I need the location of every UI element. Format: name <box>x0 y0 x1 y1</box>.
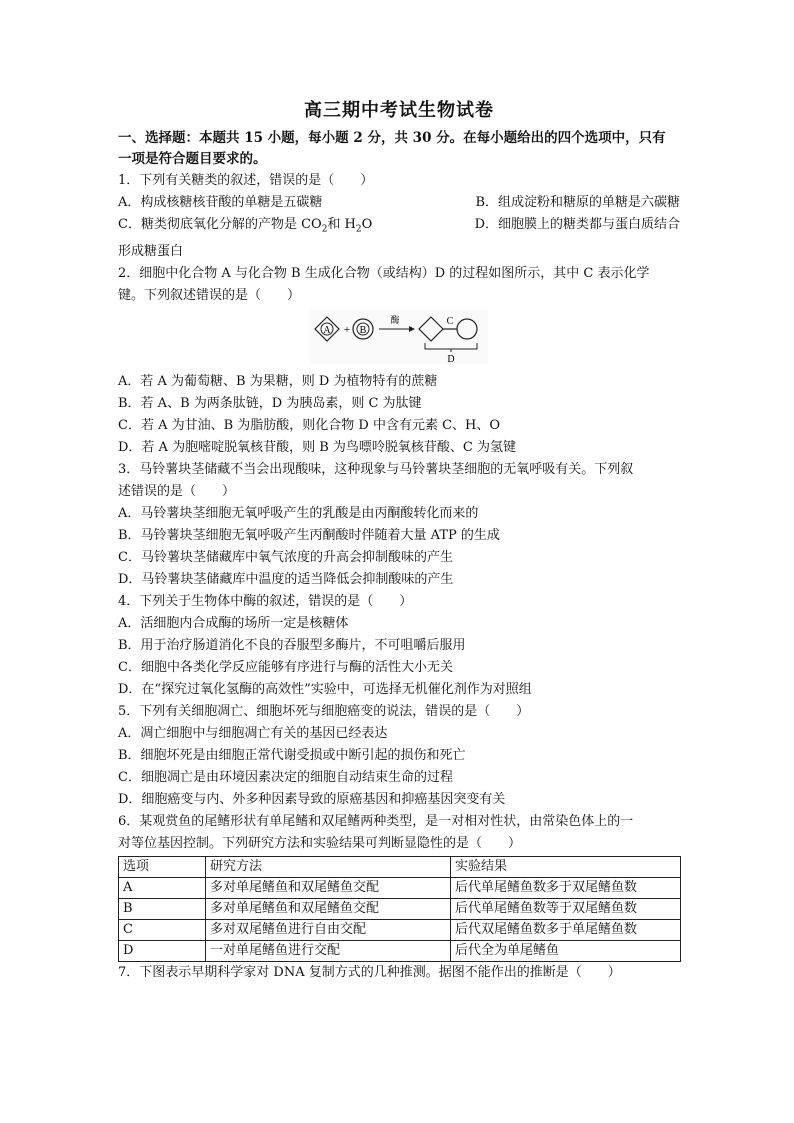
label-c: C <box>446 315 454 327</box>
table-cell: C <box>119 919 206 940</box>
q1-options-ab <box>118 192 680 214</box>
q6-stem-line1: 6．某观赏鱼的尾鳍形状有单尾鳍和双尾鳍两种类型，是一对相对性状，由常染色体上的一 <box>118 813 634 829</box>
q3-option-b[interactable]: B．马铃薯块茎细胞无氧呼吸产生丙酮酸时伴随着大量 ATP 的生成 <box>118 527 500 543</box>
reaction-diagram <box>309 309 489 365</box>
q4-stem: 4．下列关于生物体中酶的叙述，错误的是（ ） <box>118 593 413 609</box>
q6-stem-line2: 对等位基因控制。下列研究方法和实验结果可判断显隐性的是（ ） <box>118 835 522 851</box>
plus-sign: + <box>343 323 351 336</box>
q5-option-a[interactable]: A．凋亡细胞中与细胞凋亡有关的基因已经表达 <box>118 725 388 741</box>
q1-option-b[interactable]: B．组成淀粉和糖原的单糖是六碳糖 <box>475 195 680 210</box>
q4-option-d[interactable]: D．在“探究过氧化氢酶的高效性”实验中，可选择无机催化剂作为对照组 <box>118 681 532 697</box>
q3-option-c[interactable]: C．马铃薯块茎储藏库中氧气浓度的升高会抑制酸味的产生 <box>118 549 453 565</box>
table-row <box>119 919 681 940</box>
table-header-cell: 实验结果 <box>451 856 681 877</box>
section-heading-line1: 一、选择题：本题共 15 小题，每小题 2 分，共 30 分。在每小题给出的四个选项中，只有 <box>118 130 666 146</box>
enzyme-label: 酶 <box>390 315 400 326</box>
label-a: A <box>323 324 331 336</box>
q2-stem-line2: 键。下列叙述错误的是（ ） <box>118 287 301 303</box>
table-cell: 一对单尾鳍鱼进行交配 <box>206 940 451 961</box>
q1-option-c-sub1: 2 <box>321 224 328 235</box>
table-cell: D <box>119 940 206 961</box>
q4-option-a[interactable]: A．活细胞内合成酶的场所一定是核糖体 <box>118 615 349 631</box>
table-row <box>119 898 681 919</box>
table-row <box>119 940 681 961</box>
q2-option-b[interactable]: B．若 A、B 为两条肽链，D 为胰岛素，则 C 为肽键 <box>118 395 422 411</box>
q3-option-a[interactable]: A．马铃薯块茎细胞无氧呼吸产生的乳酸是由丙酮酸转化而来的 <box>118 505 479 521</box>
q6-table <box>118 856 681 962</box>
q1-option-d[interactable]: D．细胞膜上的糖类都与蛋白质结合 <box>474 217 680 232</box>
q3-stem-line2: 述错误的是（ ） <box>118 483 236 499</box>
q2-option-d[interactable]: D．若 A 为胞嘧啶脱氧核苷酸，则 B 为鸟嘌呤脱氧核苷酸、C 为氢键 <box>118 439 516 455</box>
q4-option-b[interactable]: B．用于治疗肠道消化不良的吞服型多酶片，不可咀嚼后服用 <box>118 637 466 653</box>
label-d: D <box>447 353 455 365</box>
table-row <box>119 877 681 898</box>
q2-stem-line1: 2．细胞中化合物 A 与化合物 B 生成化合物（或结构）D 的过程如图所示，其中 C 表示化学 <box>118 265 650 281</box>
exam-page <box>118 96 680 984</box>
table-cell: 后代双尾鳍鱼数多于单尾鳍鱼数 <box>451 919 681 940</box>
table-header-cell: 研究方法 <box>206 856 451 877</box>
table-cell: 多对单尾鳍鱼和双尾鳍鱼交配 <box>206 898 451 919</box>
q2-diagram <box>118 309 680 369</box>
q1-option-d-continued: 形成糖蛋白 <box>118 243 184 259</box>
q5-option-d[interactable]: D．细胞癌变与内、外多种因素导致的原癌基因和抑癌基因突变有关 <box>118 791 506 807</box>
q1-option-a[interactable]: A．构成核糖核苷酸的单糖是五碳糖 <box>118 195 323 210</box>
q1-options-cd <box>118 214 680 241</box>
table-header-row <box>119 856 681 877</box>
q1-stem: 1．下列有关糖类的叙述，错误的是（ ） <box>118 173 374 188</box>
section-heading-line2: 一项是符合题目要求的。 <box>118 151 267 167</box>
table-cell: 多对单尾鳍鱼和双尾鳍鱼交配 <box>206 877 451 898</box>
table-header-cell: 选项 <box>119 856 206 877</box>
q5-option-c[interactable]: C．细胞凋亡是由环境因素决定的细胞自动结束生命的过程 <box>118 769 453 785</box>
q1-option-c-text1: C．糖类彻底氧化分解的产物是 CO <box>118 217 322 232</box>
q1-option-c[interactable] <box>118 214 372 241</box>
q7-stem: 7．下图表示早期科学家对 DNA 复制方式的几种推测。据图不能作出的推断是（ ） <box>118 964 621 980</box>
table-cell: 后代单尾鳍鱼数多于双尾鳍鱼数 <box>451 877 681 898</box>
q4-option-c[interactable]: C．细胞中各类化学反应能够有序进行与酶的活性大小无关 <box>118 659 453 675</box>
q3-stem-line1: 3．马铃薯块茎储藏不当会出现酸味，这种现象与马铃薯块茎细胞的无氧呼吸有关。下列叙 <box>118 461 634 477</box>
q3-option-d[interactable]: D．马铃薯块茎储藏库中温度的适当降低会抑制酸味的产生 <box>118 571 454 587</box>
table-cell: 后代全为单尾鳍鱼 <box>451 940 681 961</box>
q1-option-c-sub2: 2 <box>355 224 362 235</box>
table-cell: B <box>119 898 206 919</box>
q2-option-a[interactable]: A．若 A 为葡萄糖、B 为果糖，则 D 为植物特有的蔗糖 <box>118 373 438 389</box>
label-b: B <box>359 324 367 336</box>
q1-option-c-text3: O <box>361 217 373 232</box>
q5-stem: 5．下列有关细胞凋亡、细胞坏死与细胞癌变的说法，错误的是（ ） <box>118 703 530 719</box>
q5-option-b[interactable]: B．细胞坏死是由细胞正常代谢受损或中断引起的损伤和死亡 <box>118 747 466 763</box>
table-cell: A <box>119 877 206 898</box>
table-cell: 后代单尾鳍鱼数等于双尾鳍鱼数 <box>451 898 681 919</box>
q2-option-c[interactable]: C．若 A 为甘油、B 为脂肪酸，则化合物 D 中含有元素 C、H、O <box>118 417 501 433</box>
q1-option-c-text2: 和 H <box>327 217 356 232</box>
exam-title: 高三期中考试生物试卷 <box>304 100 494 121</box>
table-cell: 多对双尾鳍鱼进行自由交配 <box>206 919 451 940</box>
